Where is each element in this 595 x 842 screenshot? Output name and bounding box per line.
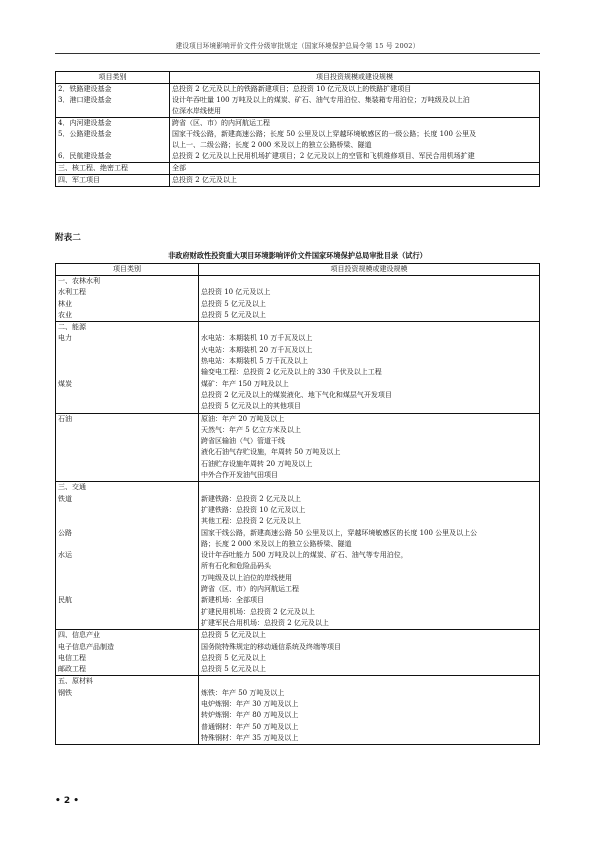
scale-cell: 扩建军民合用机场：总投资 2 亿元及以上 [199,618,540,630]
table-row [56,561,540,572]
scale-cell: 总投资 2 亿元及以上 [170,175,540,187]
table-row [56,550,540,561]
table-row [56,607,540,618]
table-row [56,470,540,482]
category-cell: 林业 [58,299,72,308]
scale-cell: 转炉炼钢：年产 80 万吨及以上 [199,710,540,721]
table2-col-scale-header: 项目投资规模或建设规模 [199,264,540,276]
scale-cell: 扩建民用机场：总投资 2 亿元及以上 [199,607,540,618]
table-row [56,722,540,733]
running-header: 建设项目环境影响评价文件分级审批规定（国家环境保护总局令第 15 号 2002） [175,42,420,50]
table-row [56,505,540,516]
scale-cell: 总投资 5 亿元及以上的其他项目 [199,401,540,413]
scale-cell: 总投资 5 亿元及以上 [199,664,540,676]
category-cell [56,516,199,527]
category-cell: 水利工程 [58,288,86,297]
scale-cell: 扩建铁路：总投资 10 亿元及以上 [199,505,540,516]
category-cell: 铁道 [58,494,72,503]
scale-cell: 全部 [170,163,540,175]
scale-cell: 热电站：本期装机 5 万千瓦及以上 [199,356,540,367]
scale-cell: 新建机场：全部项目 [199,595,540,606]
table-row [56,436,540,447]
category-cell [56,505,199,516]
scale-cell: 路；长度 2 000 米及以上的独立公路桥梁、隧道 [199,539,540,550]
scale-cell [199,482,540,494]
table-row [56,425,540,436]
scale-cell: 输变电工程：总投资 2 亿元及以上的 330 千伏及以上工程 [199,367,540,378]
category-cell [56,699,199,710]
category-cell [56,436,199,447]
category-cell [56,447,199,458]
category-cell: 电信工程 [58,653,86,662]
scale-cell: 天然气：年产 5 亿立方米及以上 [199,425,540,436]
scale-cell: 跨省区输油（气）管道干线 [199,436,540,447]
category-cell: 三、交通 [56,482,199,494]
table-row [56,447,540,458]
table-row [56,494,540,505]
scale-cell: 新建铁路：总投资 2 亿元及以上 [199,494,540,505]
table-row [56,299,540,310]
scale-cell: 总投资 2 亿元及以上的煤炭液化、地下气化和煤层气开发项目 [199,390,540,401]
scale-cell: 特殊钢材：年产 35 万吨及以上 [199,733,540,745]
table-row [56,390,540,401]
category-cell [56,390,199,401]
table-row [56,482,540,494]
scale-cell: 国家干线公路，新建高速公路；长度 50 公里及以上穿越环境敏感区的一级公路；长度 100 公里及 [170,129,540,140]
scale-cell: 总投资 2 亿元及以上的铁路新建项目；总投资 10 亿元及以上的铁路扩建项目 [170,84,540,96]
category-cell: 四、军工项目 [58,176,100,184]
category-cell [56,710,199,721]
table-row [56,401,540,413]
category-cell [56,425,199,436]
table-row [56,699,540,710]
table-row [56,413,540,425]
approval-catalog-table [55,263,540,745]
category-cell: 邮政工程 [58,665,86,674]
table-row [56,653,540,664]
category-cell: 3．港口建设基金 [58,96,112,104]
scale-cell: 总投资 10 亿元及以上 [199,287,540,298]
table-row [56,345,540,356]
table-row [56,459,540,470]
table-row [56,664,540,676]
category-cell [56,722,199,733]
table-row [56,595,540,606]
category-cell: 三、核工程、绝密工程 [56,163,170,175]
category-cell [56,140,170,151]
category-cell: 2．铁路建设基金 [58,85,112,93]
table-row [56,539,540,550]
category-cell [56,733,199,745]
category-cell [56,470,199,482]
table-row [56,163,540,175]
category-cell: 水运 [58,551,72,560]
category-cell [56,607,199,618]
scale-cell: 总投资 5 亿元及以上 [199,299,540,310]
category-cell [56,584,199,595]
scale-cell: 万吨级及以上泊位的岸线使用 [199,573,540,584]
table-row [56,618,540,630]
table-row [56,630,540,642]
category-cell [56,618,199,630]
scale-cell: 跨省（区、市）的内河航运工程 [170,118,540,130]
scale-cell: 中外合作开发油气田项目 [199,470,540,482]
category-cell: 农业 [58,310,72,319]
table1-col-scale-header: 项目投资规模或建设规模 [170,72,540,84]
table-row [56,516,540,527]
category-cell: 二、能源 [56,322,199,334]
table-row [56,710,540,721]
scale-cell: 设计年吞吐能力 500 万吨及以上的煤炭、矿石、油气等专用泊位， [199,550,540,561]
table-row [56,287,540,298]
table-row [56,333,540,344]
table-row [56,84,540,96]
category-cell [56,356,199,367]
table-row [56,688,540,699]
scale-cell: 火电站：本期装机 20 万千瓦及以上 [199,345,540,356]
table-row [56,322,540,334]
table2-title: 非政府财政性投资重大项目环境影响评价文件国家环境保护总局审批目录（试行） [168,251,427,260]
scale-cell: 国务院特殊规定的移动通信系统及终端等项目 [199,642,540,653]
category-cell: 4．内河建设基金 [58,119,112,127]
scale-cell: 电炉炼钢：年产 30 万吨及以上 [199,699,540,710]
category-cell [56,573,199,584]
scale-cell: 原油：年产 20 万吨及以上 [199,413,540,425]
scale-cell: 煤矿：年产 150 万吨及以上 [199,379,540,390]
appendix-label: 附表二 [55,233,81,243]
investment-scale-table-continued [55,71,540,187]
scale-cell: 总投资 2 亿元及以上民用机场扩建项目；2 亿元及以上的空管和飞机维修项目、军民合用机场扩建 [170,151,540,163]
table-row [56,367,540,378]
table-row [56,276,540,288]
table-row [56,129,540,140]
category-cell: 钢铁 [58,688,72,697]
scale-cell: 位深水岸线使用 [170,106,540,118]
category-cell: 电子信息产品制造 [58,642,114,651]
scale-cell: 跨省（区、市）的内河航运工程 [199,584,540,595]
header-rule [55,53,540,54]
table2-col-category-header: 项目类别 [56,264,199,276]
category-cell [56,539,199,550]
category-cell [56,106,170,118]
scale-cell: 设计年吞吐量 100 万吨及以上的煤炭、矿石、油气专用泊位、集装箱专用泊位；万吨级及以上泊 [170,95,540,106]
scale-cell [199,276,540,288]
category-cell: 四、信息产业 [56,630,199,642]
scale-cell: 总投资 5 亿元及以上 [199,630,540,642]
scale-cell: 其他工程：总投资 2 亿元及以上 [199,516,540,527]
table-row [56,118,540,130]
table-row [56,106,540,118]
category-cell: 6．民航建设基金 [56,151,170,163]
table-row [56,95,540,106]
category-cell [56,459,199,470]
scale-cell: 以上一、二级公路；长度 2 000 米及以上的独立公路桥梁、隧道 [170,140,540,151]
scale-cell [199,322,540,334]
table-row [56,310,540,322]
scale-cell: 液化石油气存贮设施，年周转 50 万吨及以上 [199,447,540,458]
table1-col-category-header: 项目类别 [56,72,170,84]
category-cell [56,345,199,356]
table-row [56,151,540,163]
table-row [56,140,540,151]
scale-cell: 总投资 5 亿元及以上 [199,310,540,322]
scale-cell [199,676,540,688]
category-cell: 煤炭 [58,379,72,388]
category-cell: 5．公路建设基金 [58,130,112,138]
category-cell: 石油 [56,413,199,425]
table-row [56,676,540,688]
table-row [56,733,540,745]
category-cell: 一、农林水利 [58,277,100,285]
table-row [56,642,540,653]
page-number: • 2 • [55,796,80,806]
category-cell [56,561,199,572]
scale-cell: 总投资 5 亿元及以上 [199,653,540,664]
category-cell [56,367,199,378]
scale-cell: 石油贮存设施年周转 20 万吨及以上 [199,459,540,470]
category-cell: 电力 [58,334,72,343]
scale-cell: 国家干线公路，新建高速公路 50 公里及以上，穿越环境敏感区的长度 100 公里及以上公 [199,528,540,539]
table-row [56,584,540,595]
category-cell: 公路 [58,528,72,537]
table-row [56,379,540,390]
category-cell: 民航 [58,596,72,605]
table-row [56,356,540,367]
category-cell: 五、原材料 [56,676,199,688]
category-cell [56,401,199,413]
scale-cell: 炼铁：年产 50 万吨及以上 [199,688,540,699]
scale-cell: 普通钢材：年产 50 万吨及以上 [199,722,540,733]
scale-cell: 所有石化和危险品码头 [199,561,540,572]
table-row [56,175,540,187]
table-row [56,528,540,539]
table-row [56,573,540,584]
scale-cell: 水电站：本期装机 10 万千瓦及以上 [199,333,540,344]
